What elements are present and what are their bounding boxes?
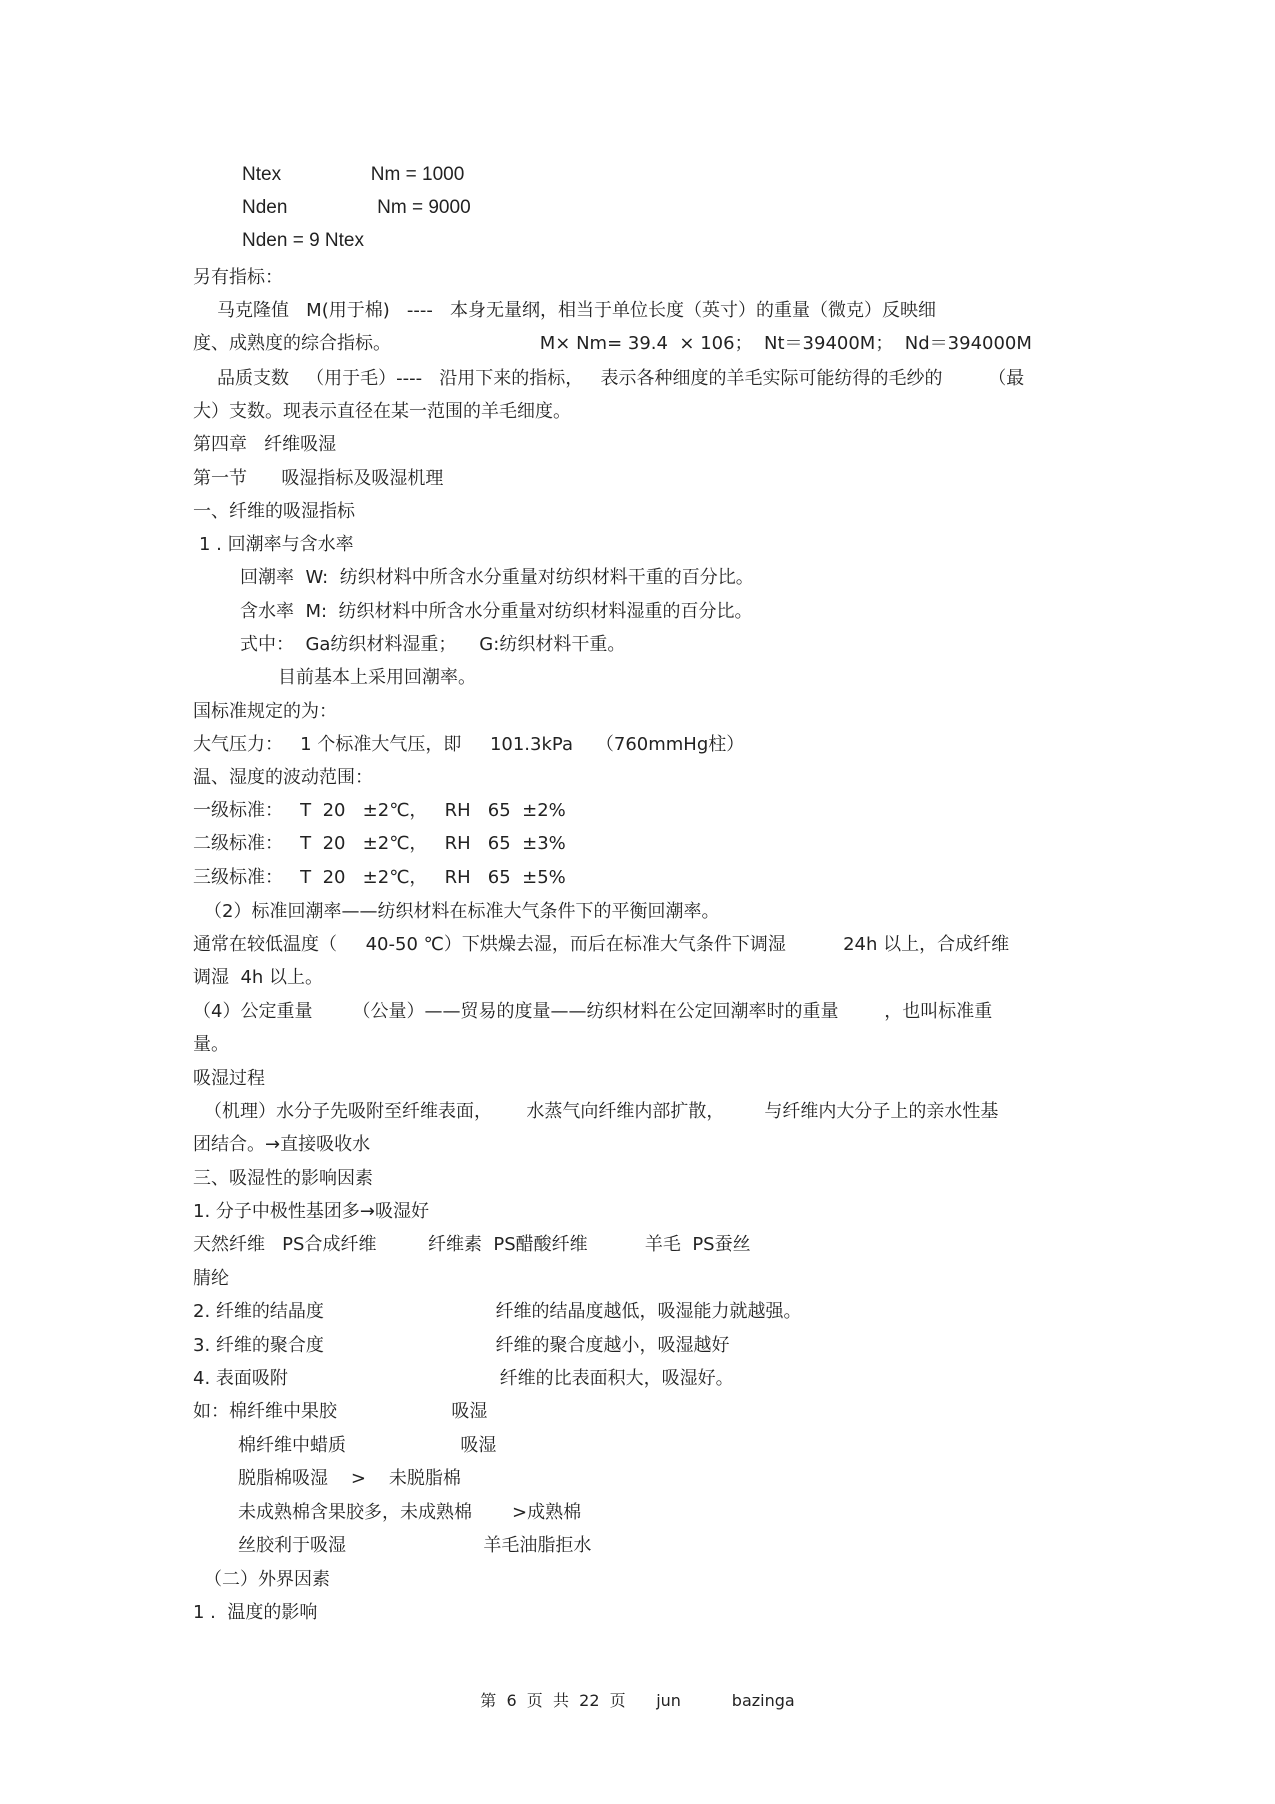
text-line: 3. 纤维的聚合度 纤维的聚合度越小，吸湿越好 [193,1335,730,1356]
text-line: 如：棉纤维中果胶 吸湿 [193,1401,488,1422]
text-line: 含水率 M: 纺织材料中所含水分重量对纺织材料湿重的百分比。 [240,601,753,622]
text-line: 品质支数 （用于毛）---- 沿用下来的指标， 表示各种细度的羊毛实际可能纺得的毛纱的 （最 [217,368,1025,389]
text-line: 大）支数。现表示直径在某一范围的羊毛细度。 [193,401,571,422]
text-line: 未成熟棉含果胶多，未成熟棉 >成熟棉 [238,1502,582,1523]
text-line: 调湿 4h 以上。 [193,967,324,988]
text-line: （2）标准回潮率——纺织材料在标准大气条件下的平衡回潮率。 [204,901,720,922]
text-line: 二级标准： T 20 ±2℃， RH 65 ±3% [193,833,566,854]
text-line: 回潮率 W: 纺织材料中所含水分重量对纺织材料干重的百分比。 [240,567,754,588]
text-line: 三级标准： T 20 ±2℃， RH 65 ±5% [193,867,566,888]
text-line: 量。 [193,1034,229,1055]
text-line: （4）公定重量 （公量）——贸易的度量——纺织材料在公定回潮率时的重量 ，也叫标准重 [193,1001,993,1022]
chapter-heading: 第四章 纤维吸湿 [193,434,337,455]
text-line: 马克隆值 M(用于棉) ---- 本身无量纲，相当于单位长度（英寸）的重量（微克）反映细 [217,300,937,321]
text-line: （二）外界因素 [204,1569,330,1590]
page-footer: 第 6 页 共 22 页 jun bazinga [480,1691,795,1710]
text-line: 另有指标： [193,267,283,288]
text-line: 式中： Ga纺织材料湿重； G:纺织材料干重。 [240,634,626,655]
text-line: 吸湿过程 [193,1068,265,1089]
text-line: 大气压力： 1 个标准大气压，即 101.3kPa （760mmHg柱） [193,734,745,755]
text-line: Ntex Nm = 1000 [242,164,465,185]
text-line: Nden = 9 Ntex [242,230,364,251]
text-line: 一、纤维的吸湿指标 [193,501,355,522]
text-line: 国标准规定的为： [193,701,337,722]
text-line: 团结合。→直接吸收水 [193,1134,371,1155]
text-line: Nden Nm = 9000 [242,197,471,218]
text-line: 三、吸湿性的影响因素 [193,1168,373,1189]
section-heading: 第一节 吸湿指标及吸湿机理 [193,468,444,489]
text-line: 腈纶 [193,1268,229,1289]
text-line: 棉纤维中蜡质 吸湿 [238,1435,497,1456]
text-line: 温、湿度的波动范围： [193,767,373,788]
text-line: 一级标准： T 20 ±2℃， RH 65 ±2% [193,800,566,821]
text-line: 1 . 回潮率与含水率 [199,534,354,555]
text-line: 脱脂棉吸湿 > 未脱脂棉 [238,1468,461,1489]
text-line: 1. 分子中极性基团多→吸湿好 [193,1201,429,1222]
text-line: 丝胶利于吸湿 羊毛油脂拒水 [238,1535,592,1556]
text-line: 天然纤维 PS合成纤维 纤维素 PS醋酸纤维 羊毛 PS蚕丝 [193,1234,751,1255]
text-line: 4. 表面吸附 纤维的比表面积大，吸湿好。 [193,1368,734,1389]
text-line: 2. 纤维的结晶度 纤维的结晶度越低，吸湿能力就越强。 [193,1301,802,1322]
text-line: 目前基本上采用回潮率。 [278,667,476,688]
text-line: 度、成熟度的综合指标。 M× Nm= 39.4 × 106； Nt＝39400M； Nd＝394000M [193,333,1032,354]
text-line: （机理）水分子先吸附至纤维表面， 水蒸气向纤维内部扩散， 与纤维内大分子上的亲水性基 [204,1101,999,1122]
text-line: 通常在较低温度（ 40-50 ℃）下烘燥去湿，而后在标准大气条件下调湿 24h 以上，合成纤维 [193,934,1010,955]
text-line: 1 . 温度的影响 [193,1602,318,1623]
